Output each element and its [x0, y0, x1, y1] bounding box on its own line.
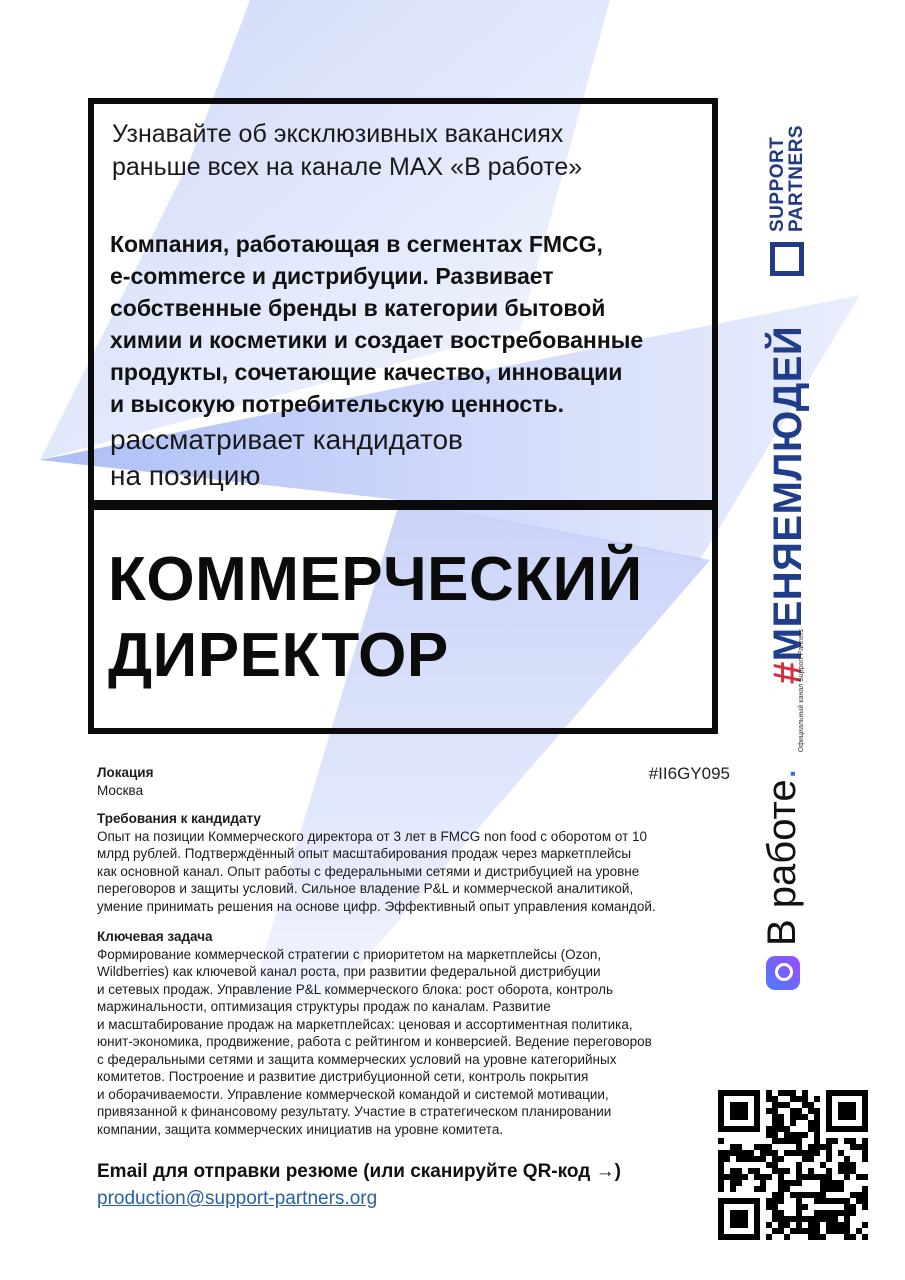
considering-line: рассматривает кандидатов [110, 424, 463, 455]
key-task-line: комитетов. Построение и развитие дистрибуционной сети, контроль покрытия [97, 1069, 589, 1084]
hashtag-text: МЕНЯЕМЛЮДЕЙ [766, 325, 810, 662]
requirements-section [97, 810, 717, 915]
vacancy-id: #II6GY095 [648, 764, 730, 783]
qr-code[interactable] [718, 1090, 868, 1240]
intro-text [112, 118, 702, 184]
requirements-line: Опыт на позиции Коммерческого директора от 3 лет в FMCG non food с оборотом от 10 [97, 828, 648, 844]
considering-line: на позицию [110, 460, 261, 491]
support-partners-logo [768, 125, 806, 276]
description-line: и высокую потребительскую ценность. [110, 391, 564, 417]
requirements-line: умение принимать решения на основе цифр. Эффективный опыт управления командой. [97, 898, 656, 914]
considering-text [110, 422, 710, 494]
intro-line: Узнавайте об эксклюзивных вакансиях [112, 120, 564, 148]
hashtag-symbol: # [766, 661, 810, 684]
key-task-line: и масштабирование продаж на маркетплейсах: ценовая и ассортиментная политика, [97, 1016, 633, 1032]
requirements-line: млрд рублей. Подтверждённый опыт масштабирования продаж через маркетплейсы [97, 846, 632, 861]
key-task-line: привязанной к финансовому результату. Участие в стратегическом планировании [97, 1104, 612, 1119]
email-label: Email для отправки резюме (или сканируйте QR-код →) [97, 1161, 621, 1182]
v-rabote-logo [760, 629, 805, 990]
key-task-line: Wildberries) как ключевой канал роста, при развитии федеральной дистрибуции [97, 964, 601, 979]
key-task-heading: Ключевая задача [97, 929, 213, 944]
position-line: КОММЕРЧЕСКИЙ [108, 545, 643, 614]
key-task-section [97, 928, 717, 1138]
key-task-line: Формирование коммерческой стратегии с приоритетом на маркетплейсы (Ozon, [97, 946, 602, 962]
key-task-line: с федеральными сетями и защита коммерческих условий на уровне категорийных [97, 1051, 617, 1067]
description-line: собственные бренды в категории бытовой [110, 295, 606, 321]
key-task-line: маржинальности, оптимизация структуры продаж по каналам. Развитие [97, 999, 551, 1014]
position-title [108, 542, 718, 694]
key-task-line: юнит-экономика, продвижение, работа с рейтингом и конверсией. Ведение переговоров [97, 1034, 652, 1049]
key-task-line: компании, защита коммерческих инициатив на уровне комитета. [97, 1121, 504, 1137]
description-line: химии и косметики и создает востребованные [110, 327, 644, 353]
channel-name: В работе [760, 779, 804, 946]
description-line: продукты, сочетающие качество, инновации [110, 359, 623, 385]
logo-text-support: SUPPORT [767, 136, 788, 232]
logo-text-partners: PARTNERS [786, 124, 807, 232]
email-link[interactable]: production@support-partners.org [97, 1188, 378, 1209]
location-value: Москва [97, 782, 144, 798]
requirements-line: как основной канал. Опыт работы с федеральными сетями и дистрибуцией на уровне [97, 863, 640, 879]
max-app-icon [766, 956, 800, 990]
channel-dot: . [760, 768, 804, 780]
key-task-line: и оборачиваемости. Управление коммерческой командой и системой мотивации, [97, 1086, 609, 1102]
requirements-heading: Требования к кандидату [97, 811, 261, 826]
intro-line: раньше всех на канале MAX «В работе» [112, 153, 583, 181]
position-line: ДИРЕКТОР [108, 621, 449, 690]
location-section [97, 764, 717, 799]
logo-square-icon [770, 242, 804, 276]
channel-caption: Официальный канал Support Partners [798, 628, 805, 753]
description-line: e-commerce и дистрибуции. Развивает [110, 263, 554, 289]
key-task-line: и сетевых продаж. Управление P&L коммерческого блока: рост оборота, контроль [97, 981, 614, 997]
company-description [110, 228, 710, 420]
location-heading: Локация [97, 765, 154, 780]
description-line: Компания, работающая в сегментах FMCG, [110, 231, 603, 257]
requirements-line: переговоров и защиты условий. Сильное владение P&L и коммерческой аналитикой, [97, 881, 634, 896]
